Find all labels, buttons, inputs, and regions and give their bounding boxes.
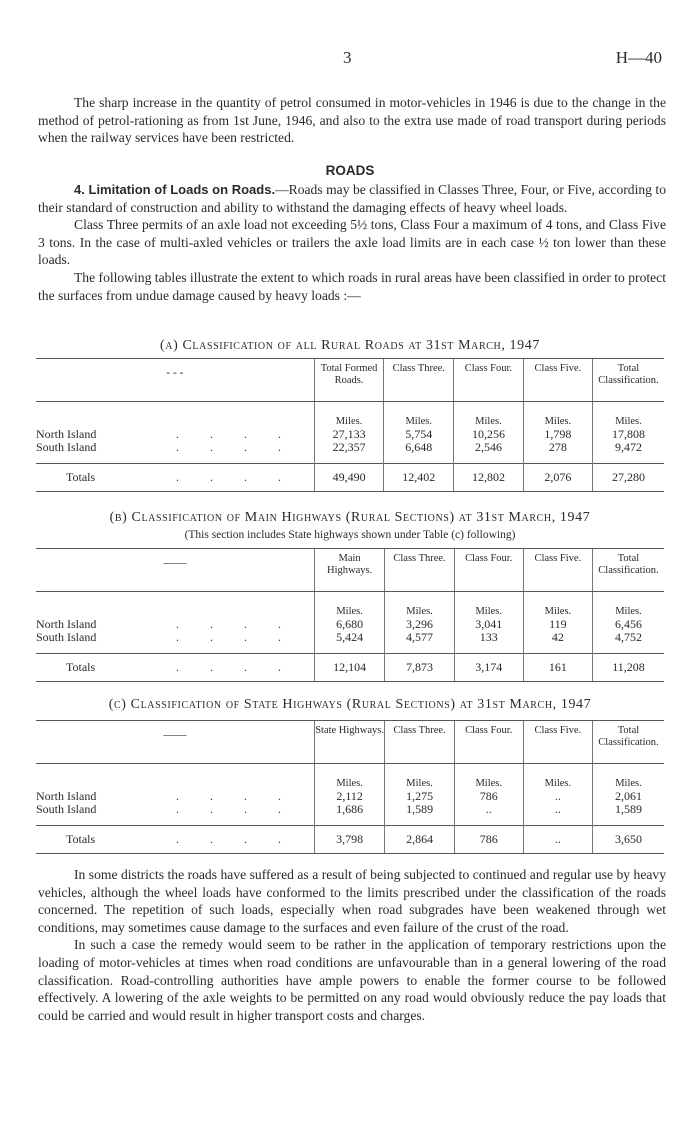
table-c: —— State Highways. Class Three. Class Four. Class Five. Total Classification. Miles. Miles. Miles. Miles. Miles. North Island . . . . 2,112 1,275 786 .. 2,061 South Island . . . . 1,686 1,589 .. .. 1,589 Totals . . . . 3,798 2,864 786 .. 3,650 bbox=[36, 720, 664, 854]
table-cell: 3,296 bbox=[385, 618, 454, 631]
row-label: North Island bbox=[36, 789, 97, 803]
table-cell: 1,275 bbox=[385, 790, 454, 803]
row-label: South Island bbox=[36, 439, 97, 454]
column-header: Class Five. bbox=[523, 721, 592, 764]
table-cell: 133 bbox=[454, 631, 523, 654]
table-row: North Island . . . . 2,112 1,275 786 .. 2,061 bbox=[36, 790, 664, 803]
table-cell: 11,208 bbox=[592, 654, 664, 682]
page-header bbox=[0, 48, 700, 70]
table-cell: 3,174 bbox=[454, 654, 523, 682]
table-cell: 3,041 bbox=[454, 618, 523, 631]
table-cell: .. bbox=[454, 803, 523, 826]
table-cell: 42 bbox=[523, 631, 592, 654]
table-cell: 6,648 bbox=[384, 441, 454, 464]
closing-section bbox=[38, 866, 666, 1024]
totals-row: Totals . . . . 49,490 12,402 12,802 2,076 27,280 bbox=[36, 464, 664, 492]
table-cell: 786 bbox=[454, 790, 523, 803]
closing-paragraph-1: In some districts the roads have suffered as a result of being subjected to continued and regular use by heavy vehicles, although the wheel loads have conformed to the limits prescribed under the classification of the roads concerned. The repetition of such loads, especially when road subgrades have been weakened through wet conditions, may sometimes cause damage to the surfaces and even failure of the crust of the road. bbox=[38, 867, 666, 935]
table-cell: 2,061 bbox=[592, 790, 664, 803]
table-cell: 9,472 bbox=[592, 441, 664, 464]
unit-label: Miles. bbox=[592, 764, 664, 791]
intro-paragraph: The sharp increase in the quantity of petrol consumed in motor-vehicles in 1946 is due to the change in the method of petrol-rationing as from 1st June, 1946, and also to the extra use made of road transport during periods when the railway services have been restricted. bbox=[38, 95, 666, 146]
table-b: —— Main Highways. Class Three. Class Four. Class Five. Total Classification. Miles. Miles. Miles. Miles. Miles. North Island . . . . 6,680 3,296 3,041 119 6,456 South Island . . . . 5,424 4,577 133 42 4,752 Totals . . . . 12,104 7,873 3,174 161 11,208 bbox=[36, 548, 664, 682]
table-row: South Island . . . . 5,424 4,577 133 42 4,752 bbox=[36, 631, 664, 654]
table-c-caption: (c) Classification of State Highways (Rural Sections) at 31st March, 1947 bbox=[108, 697, 592, 712]
table-row: North Island . . . . 27,133 5,754 10,256 1,798 17,808 bbox=[36, 428, 664, 441]
limitation-heading: 4. Limitation of Loads on Roads. bbox=[74, 182, 276, 197]
row-label: South Island bbox=[36, 629, 97, 644]
column-header: Class Three. bbox=[385, 721, 454, 764]
table-cell: 5,424 bbox=[314, 631, 385, 654]
page-number: 3 bbox=[343, 48, 352, 67]
row-label: North Island bbox=[36, 427, 97, 441]
table-cell: 2,112 bbox=[314, 790, 385, 803]
table-a-caption: (a) Classification of all Rural Roads at 31st March, 1947 bbox=[160, 338, 540, 353]
unit-label: Miles. bbox=[385, 764, 454, 791]
table-cell: 6,680 bbox=[314, 618, 385, 631]
unit-label: Miles. bbox=[314, 764, 385, 791]
table-cell: 10,256 bbox=[454, 428, 524, 441]
limitation-section bbox=[38, 181, 666, 304]
table-cell: 5,754 bbox=[384, 428, 454, 441]
table-row: North Island . . . . 6,680 3,296 3,041 119 6,456 bbox=[36, 618, 664, 631]
table-cell: 3,650 bbox=[592, 826, 664, 854]
table-b-note: (This section includes State highways shown under Table (c) following) bbox=[184, 529, 516, 541]
table-row: South Island . . . . 22,357 6,648 2,546 278 9,472 bbox=[36, 441, 664, 464]
column-header: Total Classification. bbox=[592, 359, 664, 402]
table-cell: 17,808 bbox=[592, 428, 664, 441]
column-header: Class Four. bbox=[454, 549, 523, 592]
table-cell: 786 bbox=[454, 826, 523, 854]
table-cell: 4,577 bbox=[385, 631, 454, 654]
table-cell: 1,589 bbox=[385, 803, 454, 826]
unit-label: Miles. bbox=[454, 402, 524, 429]
unit-label: Miles. bbox=[592, 592, 664, 619]
table-cell: 12,402 bbox=[384, 464, 454, 492]
table-cell: 49,490 bbox=[314, 464, 384, 492]
column-header: Main Highways. bbox=[314, 549, 385, 592]
table-cell: 22,357 bbox=[314, 441, 384, 464]
totals-row: Totals . . . . 12,104 7,873 3,174 161 11,208 bbox=[36, 654, 664, 682]
row-label: South Island bbox=[36, 801, 97, 816]
column-header: Class Three. bbox=[385, 549, 454, 592]
totals-label: Totals bbox=[66, 660, 96, 674]
axle-load-paragraph: Class Three permits of an axle load not exceeding 5½ tons, Class Four a maximum of 4 tons, and Class Five 3 tons. In the case of multi-axled vehicles or trailers the axle load limits are in each case ½ ton lower than these loads. bbox=[38, 217, 666, 268]
column-header: Class Five. bbox=[523, 359, 592, 402]
table-cell: .. bbox=[523, 803, 592, 826]
unit-label: Miles. bbox=[385, 592, 454, 619]
totals-label: Totals bbox=[66, 470, 96, 484]
totals-label: Totals bbox=[66, 832, 96, 846]
section-title: ROADS bbox=[325, 163, 375, 178]
table-cell: 1,686 bbox=[314, 803, 385, 826]
unit-label: Miles. bbox=[314, 402, 384, 429]
table-b-caption: (b) Classification of Main Highways (Rural Sections) at 31st March, 1947 bbox=[109, 510, 591, 525]
document-reference: H—40 bbox=[615, 48, 662, 67]
closing-paragraph-2: In such a case the remedy would seem to be rather in the application of temporary restrictions upon the loading of motor-vehicles at times when road conditions are unfavourable than in a general lowering of the road classification. Road-controlling authorities have ample powers to enable the former course to be followed effectively. A lowering of the axle weights to be permitted on any road would obviously reduce the pay loads that could be carried and would result in higher transport costs and charges. bbox=[38, 937, 666, 1023]
row-label: North Island bbox=[36, 617, 97, 631]
unit-label: Miles. bbox=[454, 592, 523, 619]
table-cell: 119 bbox=[523, 618, 592, 631]
table-cell: 1,798 bbox=[523, 428, 592, 441]
column-header: Class Four. bbox=[454, 359, 524, 402]
table-cell: 161 bbox=[523, 654, 592, 682]
table-cell: .. bbox=[523, 790, 592, 803]
table-cell: 27,280 bbox=[592, 464, 664, 492]
unit-label: Miles. bbox=[523, 402, 592, 429]
unit-label: Miles. bbox=[592, 402, 664, 429]
column-header: State Highways. bbox=[314, 721, 385, 764]
table-cell: 3,798 bbox=[314, 826, 385, 854]
unit-label: Miles. bbox=[523, 592, 592, 619]
column-header: Class Three. bbox=[384, 359, 454, 402]
table-row: South Island . . . . 1,686 1,589 .. .. 1,589 bbox=[36, 803, 664, 826]
table-cell: 2,076 bbox=[523, 464, 592, 492]
column-header: Class Four. bbox=[454, 721, 523, 764]
column-header: Total Classification. bbox=[592, 549, 664, 592]
unit-label: Miles. bbox=[384, 402, 454, 429]
table-cell: .. bbox=[523, 826, 592, 854]
table-cell: 4,752 bbox=[592, 631, 664, 654]
unit-label: Miles. bbox=[523, 764, 592, 791]
table-cell: 27,133 bbox=[314, 428, 384, 441]
table-cell: 6,456 bbox=[592, 618, 664, 631]
column-header: Total Classification. bbox=[592, 721, 664, 764]
table-cell: 12,802 bbox=[454, 464, 524, 492]
column-header: Class Five. bbox=[523, 549, 592, 592]
tables-intro-paragraph: The following tables illustrate the extent to which roads in rural areas have been classified in order to protect the surfaces from undue damage caused by heavy loads :— bbox=[38, 269, 666, 303]
table-cell: 7,873 bbox=[385, 654, 454, 682]
column-header: Total Formed Roads. bbox=[314, 359, 384, 402]
unit-label: Miles. bbox=[314, 592, 385, 619]
table-cell: 1,589 bbox=[592, 803, 664, 826]
table-cell: 278 bbox=[523, 441, 592, 464]
unit-label: Miles. bbox=[454, 764, 523, 791]
limitation-paragraph: 4. Limitation of Loads on Roads.—Roads may be classified in Classes Three, Four, or Five, according to their standard of construction and ability to withstand the damaging effects of heavy wheel loads. bbox=[38, 182, 666, 215]
table-cell: 2,546 bbox=[454, 441, 524, 464]
totals-row: Totals . . . . 3,798 2,864 786 .. 3,650 bbox=[36, 826, 664, 854]
table-a: - - - Total Formed Roads. Class Three. Class Four. Class Five. Total Classification. Miles. Miles. Miles. Miles. Miles. North Island . . . . 27,133 5,754 10,256 1,798 17,808 South Island . . . . 22,357 6,648 2,546 278 9,472 Totals . . . . 49,490 12,402 12,802 2,076 27,280 bbox=[36, 358, 664, 492]
table-cell: 2,864 bbox=[385, 826, 454, 854]
table-cell: 12,104 bbox=[314, 654, 385, 682]
